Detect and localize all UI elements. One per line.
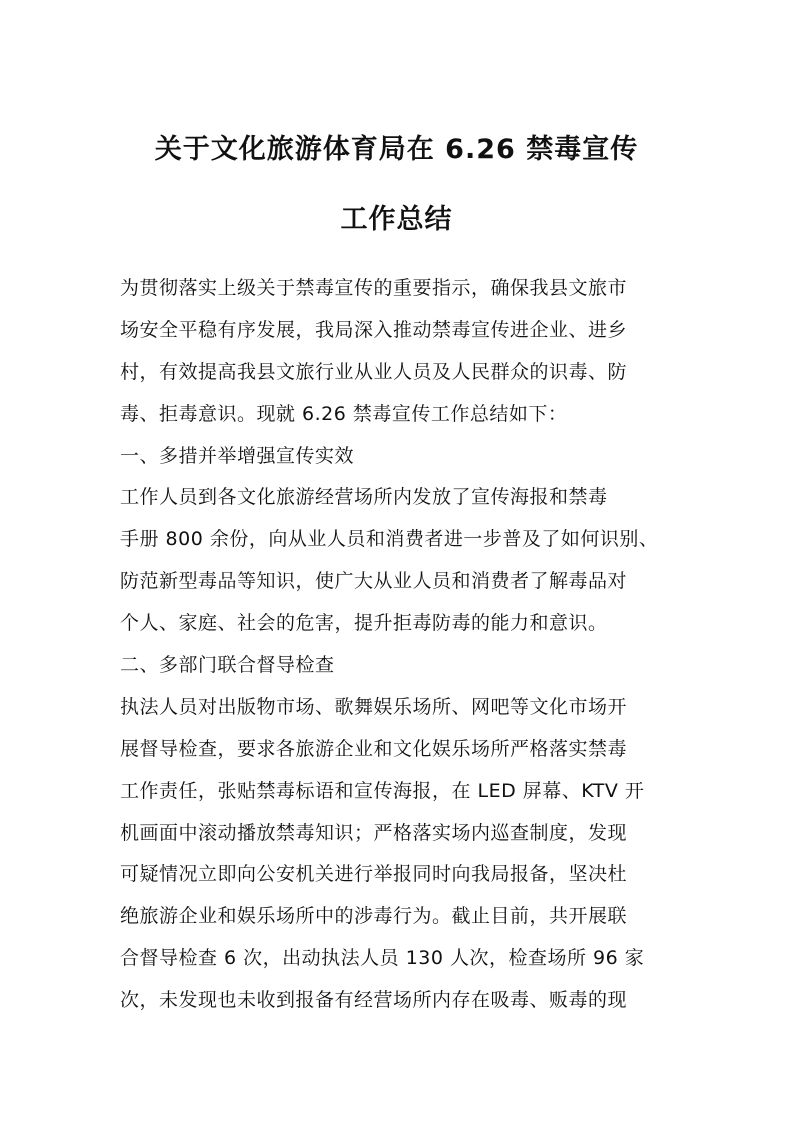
section-heading-2: 二、多部门联合督导检查 xyxy=(120,654,335,677)
document-title-line-1: 关于文化旅游体育局在 6.26 禁毒宣传 xyxy=(154,134,639,165)
document-title-line-2: 工作总结 xyxy=(340,204,453,235)
body-line: 次，未发现也未收到报备有经营场所内存在吸毒、贩毒的现 xyxy=(120,989,628,1012)
body-line: 展督导检查，要求各旅游企业和文化娱乐场所严格落实禁毒 xyxy=(120,737,628,760)
body-line: 防范新型毒品等知识，使广大从业人员和消费者了解毒品对 xyxy=(120,570,628,593)
body-line: 绝旅游企业和娱乐场所中的涉毒行为。截止目前，共开展联 xyxy=(120,905,628,928)
body-line: 毒、拒毒意识。现就 6.26 禁毒宣传工作总结如下： xyxy=(120,402,568,425)
body-line: 手册 800 余份，向从业人员和消费者进一步普及了如何识别、 xyxy=(120,528,659,551)
body-line: 村，有效提高我县文旅行业从业人员及人民群众的识毒、防 xyxy=(120,360,628,383)
body-line: 工作人员到各文化旅游经营场所内发放了宣传海报和禁毒 xyxy=(120,486,608,509)
body-line: 机画面中滚动播放禁毒知识；严格落实场内巡查制度，发现 xyxy=(120,821,628,844)
body-line: 场安全平稳有序发展，我局深入推动禁毒宣传进企业、进乡 xyxy=(120,318,628,341)
body-line: 工作责任，张贴禁毒标语和宣传海报，在 LED 屏幕、KTV 开 xyxy=(120,779,645,802)
body-line: 可疑情况立即向公安机关进行举报同时向我局报备，坚决杜 xyxy=(120,863,628,886)
body-line: 为贯彻落实上级关于禁毒宣传的重要指示，确保我县文旅市 xyxy=(120,277,628,299)
body-line: 执法人员对出版物市场、歌舞娱乐场所、网吧等文化市场开 xyxy=(120,695,628,718)
section-heading-1: 一、多措并举增强宣传实效 xyxy=(120,444,355,467)
body-line: 合督导检查 6 次，出动执法人员 130 人次，检查场所 96 家 xyxy=(120,947,645,970)
document-body xyxy=(120,268,680,1022)
body-line: 个人、家庭、社会的危害，提升拒毒防毒的能力和意识。 xyxy=(120,612,608,635)
